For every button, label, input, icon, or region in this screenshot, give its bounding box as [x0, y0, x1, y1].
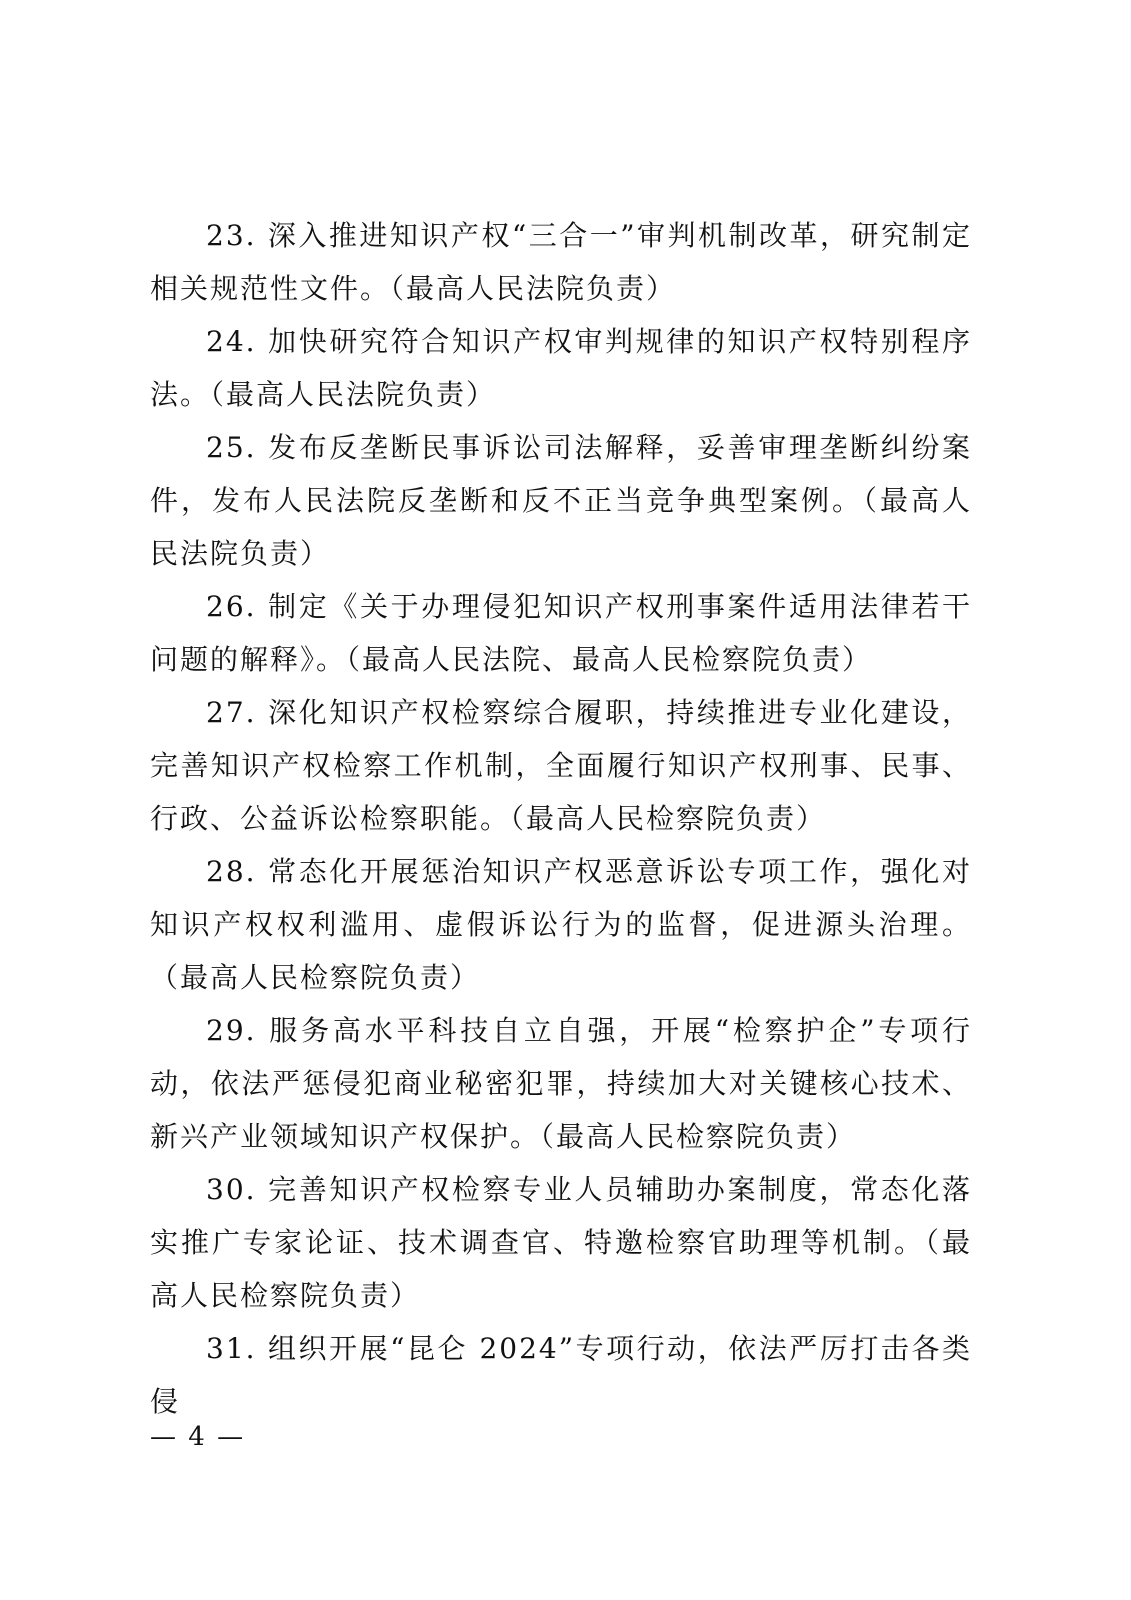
paragraph-item-28: 28. 常态化开展惩治知识产权恶意诉讼专项工作，强化对知识产权权利滥用、虚假诉讼行为的监督，促进源头治理。（最高人民检察院负责）	[150, 855, 972, 994]
paragraph-item-25: 25. 发布反垄断民事诉讼司法解释，妥善审理垄断纠纷案件，发布人民法院反垄断和反不正当竞争典型案例。（最高人民法院负责）	[150, 431, 972, 570]
paragraph-item-29: 29. 服务高水平科技自立自强，开展“检察护企”专项行动，依法严惩侵犯商业秘密犯罪，持续加大对关键核心技术、新兴产业领域知识产权保护。（最高人民检察院负责）	[150, 1014, 972, 1153]
paragraph-item-24: 24. 加快研究符合知识产权审判规律的知识产权特别程序法。（最高人民法院负责）	[150, 325, 972, 411]
paragraph-item-27: 27. 深化知识产权检察综合履职，持续推进专业化建设，完善知识产权检察工作机制，全面履行知识产权刑事、民事、行政、公益诉讼检察职能。（最高人民检察院负责）	[150, 696, 972, 835]
page-number: — 4 —	[150, 1422, 246, 1452]
paragraph-item-23: 23. 深入推进知识产权“三合一”审判机制改革，研究制定相关规范性文件。（最高人民法院负责）	[150, 219, 972, 305]
paragraph-item-30: 30. 完善知识产权检察专业人员辅助办案制度，常态化落实推广专家论证、技术调查官、特邀检察官助理等机制。（最高人民检察院负责）	[150, 1173, 972, 1312]
paragraph-item-31: 31. 组织开展“昆仑 2024”专项行动，依法严厉打击各类侵	[150, 1332, 972, 1418]
paragraph-item-26: 26. 制定《关于办理侵犯知识产权刑事案件适用法律若干问题的解释》。（最高人民法院、最高人民检察院负责）	[150, 590, 972, 676]
document-body	[150, 209, 972, 1428]
